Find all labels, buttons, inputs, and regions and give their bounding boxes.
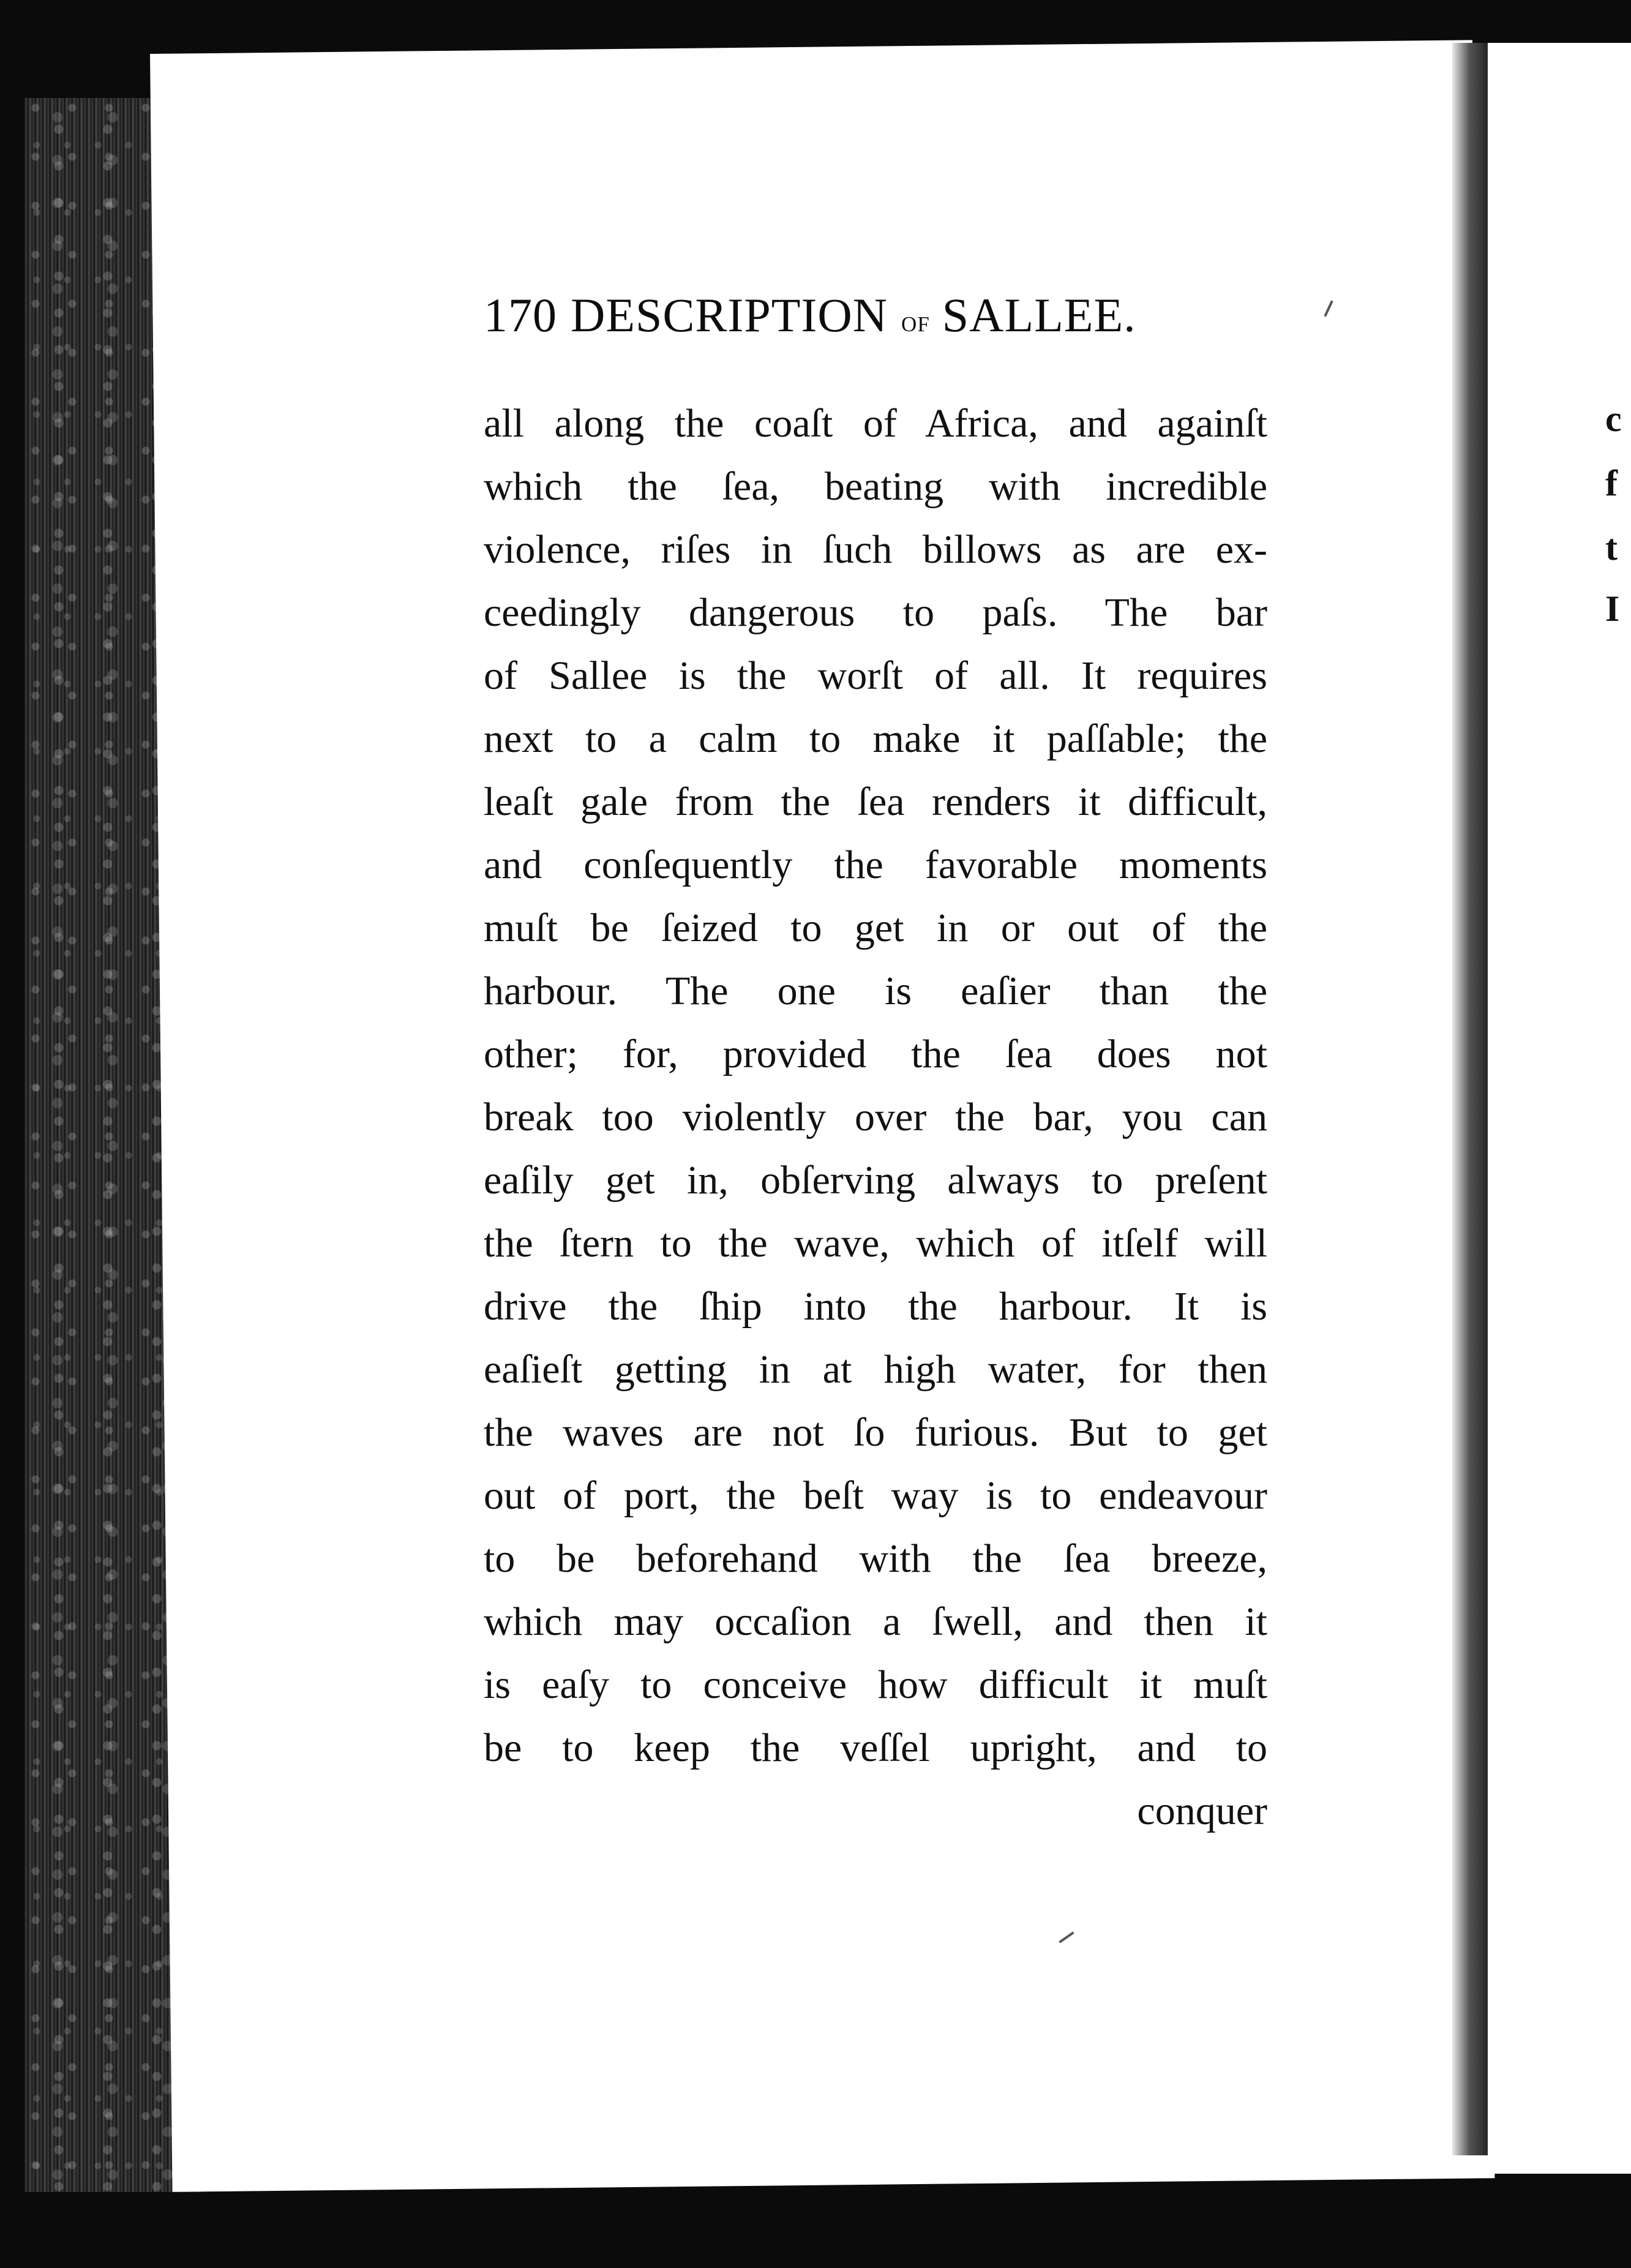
- text-line: be to keep the veſſel upright, and to: [484, 1725, 1267, 1770]
- text-line: leaſt gale from the ſea renders it difficult,: [484, 779, 1267, 824]
- text-line: harbour. The one is eaſier than the: [484, 969, 1267, 1013]
- text-line: drive the ſhip into the harbour. It is: [484, 1284, 1267, 1329]
- facing-page-fragment: I: [1605, 588, 1620, 629]
- text-line: ceedingly dangerous to paſs. The bar: [484, 590, 1267, 635]
- running-head-of: of: [901, 304, 930, 338]
- text-line: violence, riſes in ſuch billows as are ex-: [484, 527, 1267, 572]
- text-line: out of port, the beſt way is to endeavour: [484, 1473, 1267, 1518]
- text-line: eaſieſt getting in at high water, for then: [484, 1347, 1267, 1392]
- running-head-title: DESCRIPTION: [571, 288, 888, 342]
- text-line: other; for, provided the ſea does not: [484, 1032, 1267, 1076]
- text-line: is eaſy to conceive how difficult it muſt: [484, 1662, 1267, 1707]
- catchword: conquer: [1137, 1789, 1267, 1833]
- text-line: to be beforehand with the ſea breeze,: [484, 1536, 1267, 1581]
- text-line: which the ſea, beating with incredible: [484, 464, 1267, 509]
- text-line: and conſequently the favorable moments: [484, 843, 1267, 887]
- facing-page-fragment: f: [1605, 463, 1618, 503]
- text-line: muſt be ſeized to get in or out of the: [484, 906, 1267, 950]
- running-head-place: SALLEE.: [942, 288, 1136, 342]
- facing-page: [1488, 43, 1631, 2174]
- text-line: the waves are not ſo furious. But to get: [484, 1410, 1267, 1455]
- text-line: of Sallee is the worſt of all. It requires: [484, 653, 1267, 698]
- body-text: [484, 392, 1267, 1842]
- facing-page-fragment: c: [1605, 399, 1622, 439]
- text-line: which may occaſion a ſwell, and then it: [484, 1599, 1267, 1644]
- text-line: the ſtern to the wave, which of itſelf will: [484, 1221, 1267, 1266]
- facing-page-fragment: t: [1605, 527, 1618, 568]
- text-line: break too violently over the bar, you can: [484, 1095, 1267, 1140]
- page-number: 170: [484, 288, 557, 342]
- text-line: next to a calm to make it paſſable; the: [484, 716, 1267, 761]
- text-line: all along the coaſt of Africa, and againſt: [484, 401, 1267, 446]
- text-line: eaſily get in, obſerving always to preſent: [484, 1158, 1267, 1203]
- running-head: [484, 288, 1136, 343]
